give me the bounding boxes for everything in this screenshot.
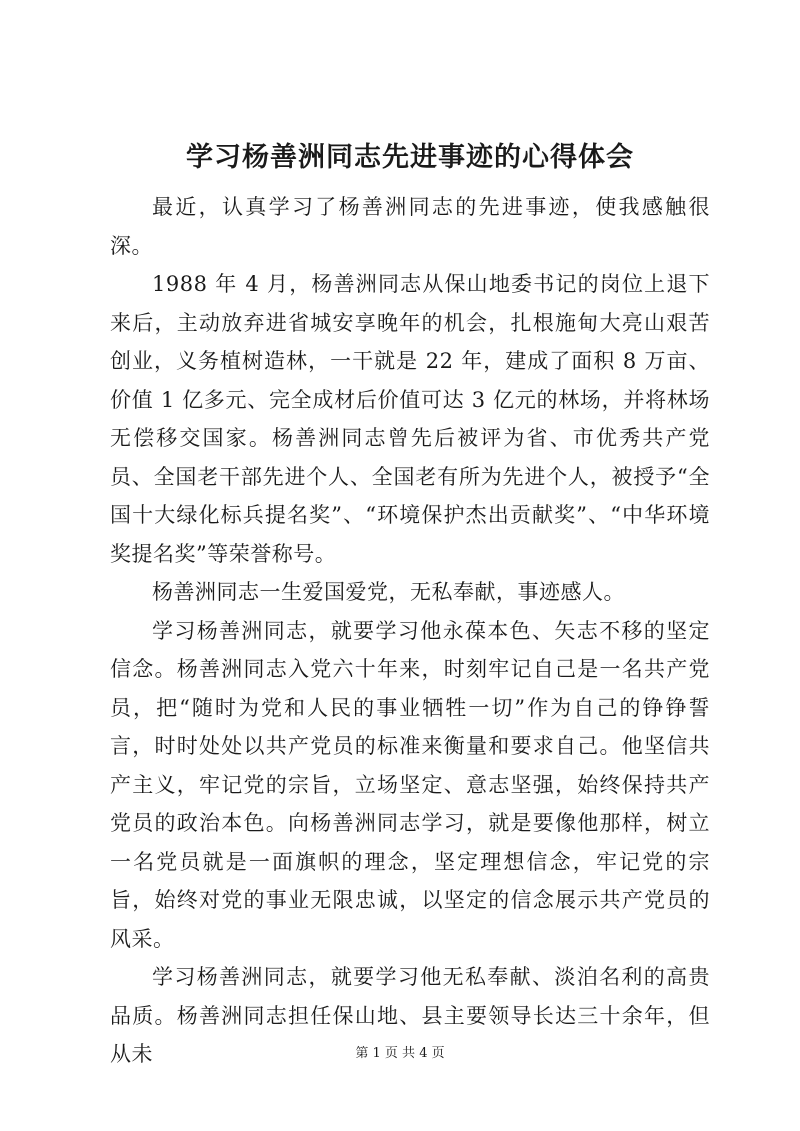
paragraph-intro: 最近，认真学习了杨善洲同志的先进事迹，使我感触很深。 xyxy=(110,195,710,258)
page-number-footer: 第 1 页 共 4 页 xyxy=(355,1046,445,1061)
document-page xyxy=(110,138,710,1074)
paragraph-background: 1988 年 4 月，杨善洲同志从保山地委书记的岗位上退下来后，主动放弃进省城安享晚年的机会，扎根施甸大亮山艰苦创业，义务植树造林，一干就是 22 年，建成了面积 8 万亩、价值 1 亿多元、完全成材后价值可达 3 亿元的林场，并将林场无偿移交国家。杨善洲同志曾先后被评为省、市优秀共产党员、全国老干部先进个人、全国老有所为先进个人，被授予“全国十大绿化标兵提名奖”、“环境保护杰出贡献奖”、“中华环境奖提名奖”等荣誉称号。 xyxy=(110,272,710,566)
document-title: 学习杨善洲同志先进事迹的心得体会 xyxy=(186,142,634,173)
paragraph-belief: 学习杨善洲同志，就要学习他永葆本色、矢志不移的坚定信念。杨善洲同志入党六十年来，时刻牢记自己是一名共产党员，把“随时为党和人民的事业牺牲一切”作为自己的铮铮誓言，时时处处以共产党员的标准来衡量和要求自己。他坚信共产主义，牢记党的宗旨，立场坚定、意志坚强，始终保持共产党员的政治本色。向杨善洲同志学习，就是要像他那样，树立一名党员就是一面旗帜的理念，坚定理想信念，牢记党的宗旨，始终对党的事业无限忠诚，以坚定的信念展示共产党员的风采。 xyxy=(110,618,710,951)
paragraph-summary: 杨善洲同志一生爱国爱党，无私奉献，事迹感人。 xyxy=(152,580,625,604)
paragraph-dedication: 学习杨善洲同志，就要学习他无私奉献、淡泊名利的高贵品质。杨善洲同志担任保山地、县主要领导长达三十余年，但从未 xyxy=(110,965,710,1066)
